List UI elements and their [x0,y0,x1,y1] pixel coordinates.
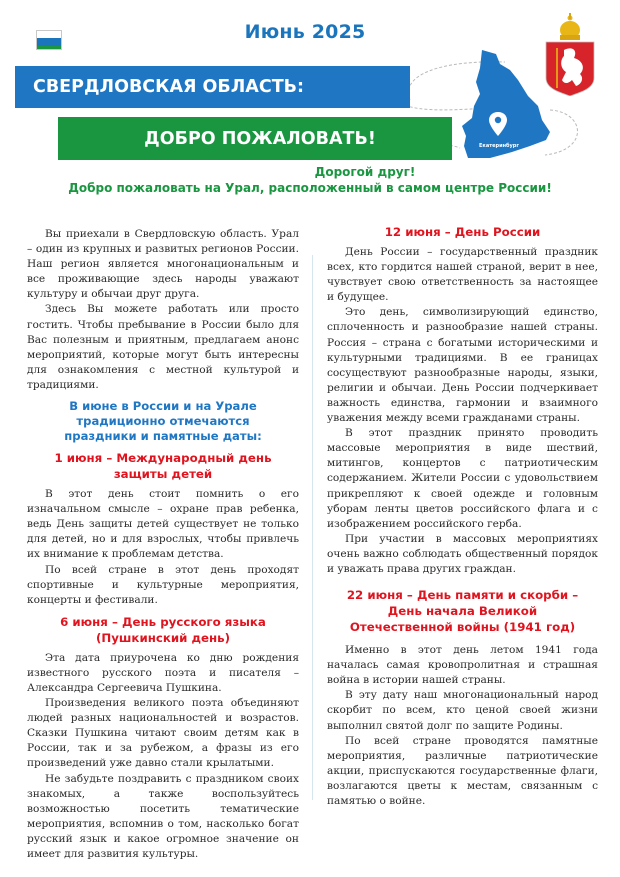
sverdlovsk-coat-of-arms-icon [542,8,598,96]
section-paragraph: В этот день стоит помнить о его изначальном смысле – охране прав ребенка, ведь День защиты детей существует не только для детей, но и для взрослых, чтобы привлечь их внимание к проблемам детства. [27,488,299,561]
section-paragraph: Это день, символизирующий единство, сплоченность и разнообразие нашей страны. Россия – страна с богатыми историческими и культурными традициями. В ее границах сосуществуют разнообразные народы, языки, религии и обычаи. День России подчеркивает важность единства, гармонии и взаимного уважения между всеми гражданами страны. [327,306,598,425]
section-paragraph: В этот праздник принято проводить массовые мероприятия в виде шествий, митингов, концертов с патриотическим содержанием. Жители России с удовольствием прикрепляют к своей одежде и головным уборам ленты цветов российского флага и с изображением российского герба. [327,427,598,530]
region-banner [15,66,410,108]
greeting-line-1: Дорогой друг! [314,165,416,179]
section-paragraph: Эта дата приурочена ко дню рождения известного русского поэта и писателя – Александра Сергеевича Пушкина. [27,651,299,694]
greeting-line-2: Добро пожаловать на Урал, расположенный в самом центре России! [68,181,552,195]
right-column [327,224,598,809]
sverdlovsk-flag-icon [36,30,62,50]
section-paragraph: Не забудьте поздравить с праздником своих знакомых, а также воспользуйтесь возможностью посетить тематические мероприятия, вспомнив о том, насколько богат русский язык и какое огромное значение он имеет для развития культуры. [27,772,299,860]
june-holidays-subheading: В июне в России и на Урале традиционно отмечаются праздники и памятные даты: [64,399,262,444]
section-paragraph: Именно в этот день летом 1941 года началась самая кровопролитная и страшная война в истории нашей страны. [327,644,598,687]
welcome-banner-text: ДОБРО ПОЖАЛОВАТЬ! [144,128,376,149]
left-column [27,227,299,862]
section-paragraph: День России – государственный праздник всех, кто гордится нашей страной, верит в нее, чувствует свою ответственность за настоящее и будущее. [327,246,598,304]
section-paragraph: В эту дату наш многонациональный народ скорбит по всем, кто ценой своей жизни выполнил святой долг по защите Родины. [327,689,598,732]
section-paragraph: По всей стране в этот день проходят спортивные и культурные мероприятия, концерты и фестивали. [27,563,299,606]
issue-month: Июнь 2025 [244,21,366,43]
section-title: 22 июня – День памяти и скорби – День начала Великой Отечественной войны (1941 год) [346,588,579,635]
welcome-banner [58,117,452,160]
section-paragraph: При участии в массовых мероприятиях очень важно соблюдать общественный порядок и уважать права других граждан. [327,532,598,575]
section-title: 1 июня – Международный день защиты детей [54,451,272,482]
map-city-label: Екатеринбург [479,143,519,149]
section-title: 6 июня – День русского языка (Пушкинский день) [60,614,266,645]
section-paragraph: По всей стране проводятся памятные мероприятия, различные патриотические акции, приспускаются государственные флаги, возлагаются цветы к местам, связанным с памятью о войне. [327,734,598,807]
region-banner-text: СВЕРДЛОВСКАЯ ОБЛАСТЬ: [33,77,304,97]
intro-paragraph: Вы приехали в Свердловскую область. Урал – один из крупных и развитых регионов России. Наш регион является многонациональным и все проживающие здесь народы уважают культуру и обычаи друг друга. [27,228,299,301]
section-title: 12 июня – День России [384,225,541,239]
section-paragraph: Произведения великого поэта объединяют людей разных национальностей и возрастов. Сказки Пушкина читают своим детям как в России, так и за рубежом, а фразы из его произведений уже давно стали крылатыми. [27,697,299,770]
column-divider [312,255,313,800]
intro-paragraph: Здесь Вы можете работать или просто гостить. Чтобы пребывание в России было для Вас полезным и приятным, предлагаем анонс мероприятий, которые могут быть интересны для ознакомления с местной культурой и традициями. [27,303,299,391]
